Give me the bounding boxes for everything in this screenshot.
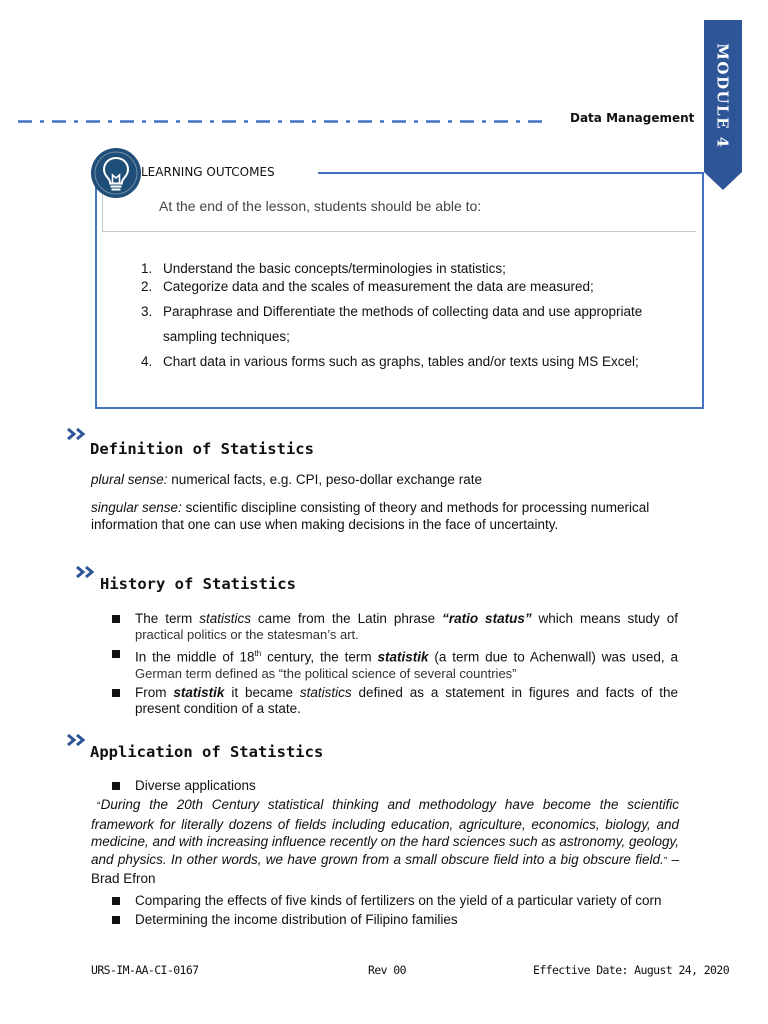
- list-item: From statistik it became statistics defined as a statement in figures and facts of the present condition of a state.: [112, 685, 678, 717]
- header-dashed-line: [18, 120, 546, 123]
- singular-sense: singular sense: scientific discipline consisting of theory and methods for processing numerical information that one can use when making decisions in the face of uncertainty.: [91, 500, 650, 532]
- square-bullet-icon: [112, 782, 120, 790]
- learning-outcomes-title: LEARNING OUTCOMES: [141, 165, 275, 179]
- plural-sense: plural sense: numerical facts, e.g. CPI, peso-dollar exchange rate: [91, 472, 482, 487]
- double-chevron-icon: [67, 733, 89, 747]
- list-item: Diverse applications: [112, 778, 678, 794]
- efron-quote: “During the 20th Century statistical thinking and methodology have become the scientific framework for literally dozens of fields including education, agriculture, economics, biology, and medicine, and with increasing influence recently on the hard sciences such as astronomy, geology, and physics. In other words, we have grown from a small obscure field into a big obscure field.” – Brad Efron: [91, 797, 680, 886]
- square-bullet-icon: [112, 897, 120, 905]
- application-bullets-2: [112, 893, 678, 931]
- header-title: Data Management: [570, 111, 695, 125]
- footer-doc-code: URS-IM-AA-CI-0167: [91, 963, 199, 977]
- double-chevron-icon: [67, 427, 89, 441]
- square-bullet-icon: [112, 916, 120, 924]
- list-item: 3. Paraphrase and Differentiate the methods of collecting data and use appropriate sampling techniques;: [141, 304, 643, 344]
- footer-effective-date: Effective Date: August 24, 2020: [533, 963, 730, 977]
- square-bullet-icon: [112, 689, 120, 697]
- learning-outcomes-top-border: [318, 172, 704, 174]
- double-chevron-icon: [76, 565, 98, 579]
- history-bullets: [112, 611, 678, 720]
- square-bullet-icon: [112, 615, 120, 623]
- list-item: 4. Chart data in various forms such as graphs, tables and/or texts using MS Excel;: [141, 354, 639, 369]
- learning-outcomes-divider: [103, 231, 696, 232]
- list-item: Determining the income distribution of Filipino families: [112, 912, 678, 928]
- history-title: History of Statistics: [100, 575, 296, 593]
- list-item: In the middle of 18th century, the term statistik (a term due to Achenwall) was used, a German term defined as “the political science of several countries”: [112, 646, 678, 682]
- list-item: Comparing the effects of five kinds of fertilizers on the yield of a particular variety of corn: [112, 893, 678, 909]
- list-item: 1. Understand the basic concepts/terminologies in statistics;: [141, 261, 506, 276]
- list-item: The term statistics came from the Latin phrase “ratio status” which means study of practical politics or the statesman’s art.: [112, 611, 678, 643]
- list-item: 2. Categorize data and the scales of measurement the data are measured;: [141, 279, 594, 294]
- lightbulb-icon: [90, 147, 142, 199]
- learning-outcomes-list: [141, 260, 681, 371]
- application-bullet-1: [112, 778, 678, 797]
- definition-title: Definition of Statistics: [90, 440, 314, 458]
- module-tab-label: MODULE 4: [714, 43, 732, 149]
- learning-outcomes-intro: At the end of the lesson, students should be able to:: [159, 198, 482, 214]
- footer-revision: Rev 00: [368, 963, 406, 977]
- square-bullet-icon: [112, 650, 120, 658]
- application-title: Application of Statistics: [90, 743, 324, 761]
